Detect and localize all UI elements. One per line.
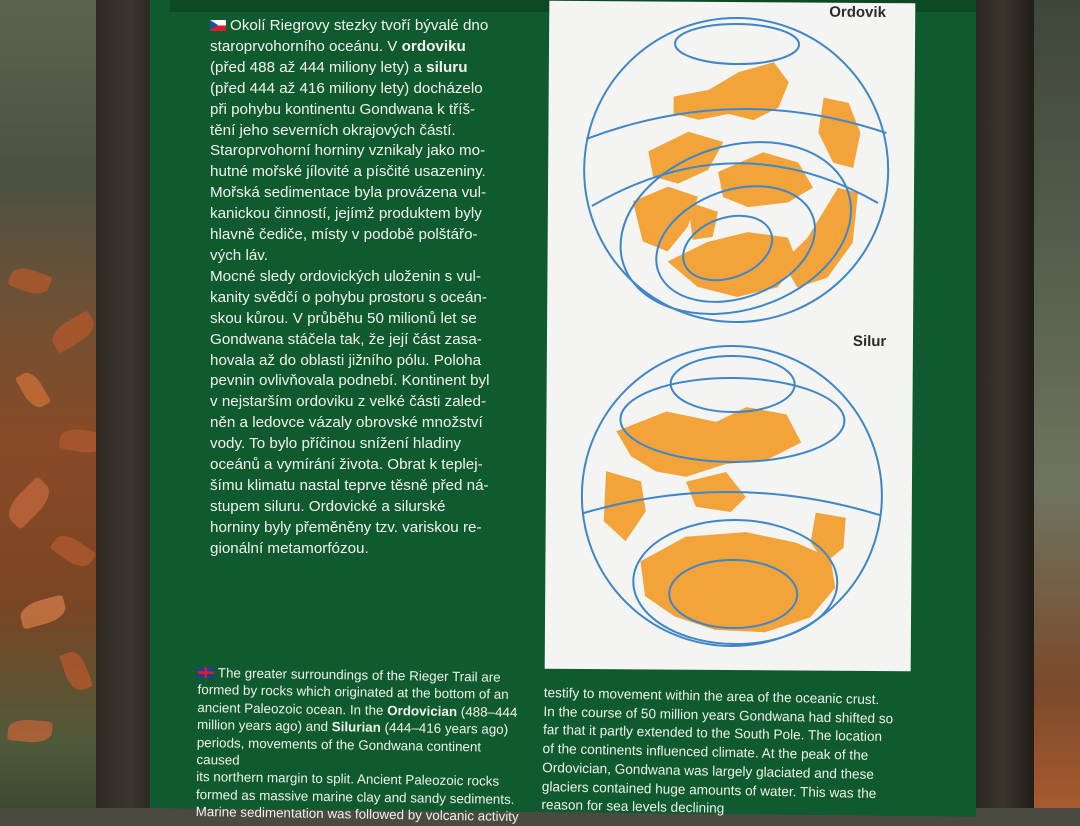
english-text-left	[196, 664, 528, 826]
english-text-mid: (488–444 million years ago) and	[196, 703, 518, 735]
leaf	[7, 264, 52, 298]
silur-map-title: Silur	[852, 332, 887, 351]
czech-text-ordovik-bold: ordoviku	[401, 37, 466, 55]
rock-wall-right	[1030, 0, 1080, 808]
leaf	[49, 530, 96, 572]
leaf	[59, 648, 93, 693]
czech-text-lead: Okolí Riegrovy stezky tvoří bývalé dno staroprvohorního oceánu. V	[210, 17, 489, 55]
leaf	[15, 369, 51, 412]
english-text-ordovician-bold: Ordovician	[387, 702, 458, 719]
english-text-lead: The greater surroundings of the Rieger Trail are formed by rocks which originated at the bottom of an ancient Paleozoic ocean. In the	[197, 665, 509, 718]
leaf	[7, 718, 53, 744]
czech-text-block	[210, 16, 538, 560]
ordovik-globe-map	[545, 1, 916, 672]
czech-text-mid: (před 488 až 444 miliony lety) a	[210, 58, 422, 76]
leaf	[47, 310, 99, 354]
english-text-body: (444–416 years ago) periods, movements of the Gondwana continent caused its northern margin to split. Ancient Paleozoic rocks formed as massive marine clay and sandy sediments. Marine sedimentation was followed by volcanic activity	[195, 720, 519, 825]
english-text-silurian-bold: Silurian	[331, 719, 381, 736]
czech-text-silur-bold: siluru	[426, 58, 468, 76]
ordovik-map-title: Ordovik	[829, 3, 887, 22]
leaf	[2, 476, 56, 530]
silur-globe	[581, 345, 883, 647]
ordovik-globe	[583, 17, 889, 344]
paleogeographic-maps-panel	[545, 1, 916, 672]
sign-post-left	[96, 0, 156, 808]
sign-post-right	[972, 0, 1034, 808]
english-text-right: testify to movement within the area of the oceanic crust. In the course of 50 million years Gondwana had shifted so far that it partly extended to the South Pole. The location of the continents influenced climate. At the peak of the Ordovician, Gondwana was largely glaciated and these glaciers contained huge amounts of water. This was the reason for sea levels declining	[541, 684, 894, 817]
czech-flag-icon	[210, 20, 226, 31]
leaf	[18, 594, 69, 629]
uk-flag-icon	[198, 667, 214, 678]
czech-text-body: (před 444 až 416 miliony lety) docházelo při pohybu kontinentu Gondwana k tříš- tění jeho severních okrajových částí. Staroprvohorní horniny vznikaly jako mo- hutné mořské jílovité a písčité usazeniny. Mořská sedimentace byla provázena vul- kanickou činností, jejímž produktem byly hlavně čediče, místy v podobě polštářo- vých láv. Mocné sledy ordovických uloženin s vul- kanity svědčí o pohybu prostoru s oceán- skou kůrou. V průběhu 50 milionů let se Gondwana stáčela tak, že její část zasa- hovala až do oblasti jižního pólu. Poloha pevnin ovlivňovala podnebí. Kontinent byl v nejstarším ordoviku z velké části zaled- něn a ledovce vázaly obrovské množství vody. To bylo příčinou snížení hladiny oceánů a vymírání života. Obrat k teplej- šímu klimatu nastal teprve těsně před ná- stupem siluru. Ordovické a silurské horniny byly přeměněny tzv. variskou re- gionální metamorfózou.	[210, 79, 490, 557]
